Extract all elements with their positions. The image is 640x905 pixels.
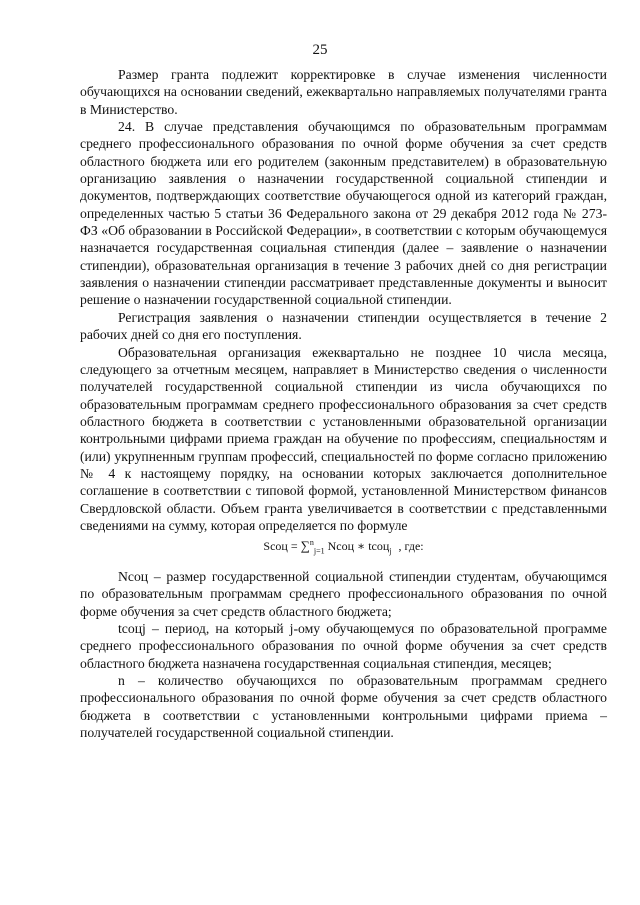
formula-sum-lower: j=1	[313, 546, 325, 556]
formula-tail: , где:	[398, 539, 424, 554]
definition-tsoc: tсоцj – период, на который j-ому обучающемуся по образовательной программе среднего профессионального образования по очной форме обучения за счет средств областного бюджета назначена государственная социальная стипендия, месяцев;	[80, 621, 607, 671]
formula-equals: =	[290, 539, 298, 554]
definition-nsoc: Nсоц – размер государственной социальной стипендии студентам, обучающимся по образовательным программам среднего профессионального образования по очной форме обучения за счет средств областного бюджета;	[80, 569, 607, 619]
formula-term-tsoc-sub: j	[389, 546, 392, 556]
page-number: 25	[312, 42, 328, 58]
paragraph-24-scholarship-application: 24. В случае представления обучающимся по образовательным программам среднего профессионального образования по очной форме обучения за счет средств областного бюджета или его родителем (законным представителем) в образовательную организацию заявления о назначении государственной социальной стипендии и документов, подтверждающих соответствие обучающегося одной из категорий граждан, определенных частью 5 статьи 36 Федерального закона от 29 декабря 2012 года № 273-ФЗ «Об образовании в Российской Федерации», в соответствии с которым обучающемуся назначается государственная социальная стипендия (далее – заявление о назначении стипендии), образовательная организация в течение 3 рабочих дней со дня регистрации заявления о назначении стипендии рассматривает представленные документы и выносит решение о назначении государственной социальной стипендии.	[80, 119, 607, 308]
formula-term-nsoc: Nсоц	[327, 539, 355, 554]
document-body	[80, 66, 607, 741]
paragraph-quarterly-report: Образовательная организация ежеквартально не позднее 10 числа месяца, следующего за отчетным месяцем, направляет в Министерство сведения о численности получателей государственной социальной стипендии из числа обучающихся по образовательным программам среднего профессионального образования за счет средств областного бюджета в соответствии с установленными образовательной организации контрольными цифрами приема граждан на обучение по профессиям, специальностям и (или) укрупненным группам профессий, специальностей по форме согласно приложению № 4 к настоящему порядку, на основании которых заключается дополнительное соглашение в соответствии с типовой формой, установленной Министерством финансов Свердловской области. Объем гранта увеличивается в соответствии с представленными сведениями на сумму, которая определяется по формуле	[80, 344, 607, 533]
paragraph-registration: Регистрация заявления о назначении стипендии осуществляется в течение 2 рабочих дней со дня его поступления.	[80, 309, 607, 343]
grant-formula	[80, 534, 607, 560]
paragraph-grant-adjustment: Размер гранта подлежит корректировке в случае изменения численности обучающихся на основании сведений, ежеквартально направляемых получателями гранта в Министерство.	[80, 67, 607, 117]
formula-operator: ∗	[357, 539, 366, 554]
formula-term-tsoc: tсоц	[368, 539, 390, 554]
definition-n: n – количество обучающихся по образовательным программам среднего профессионального образования по очной форме обучения за счет средств областного бюджета в соответствии с установленными контрольными цифрами приема – получателей государственной социальной стипендии.	[80, 673, 607, 741]
formula-sum-upper: n	[309, 538, 314, 548]
formula-lhs: Sсоц	[263, 539, 288, 554]
formula-sum-symbol: ∑	[300, 538, 310, 554]
